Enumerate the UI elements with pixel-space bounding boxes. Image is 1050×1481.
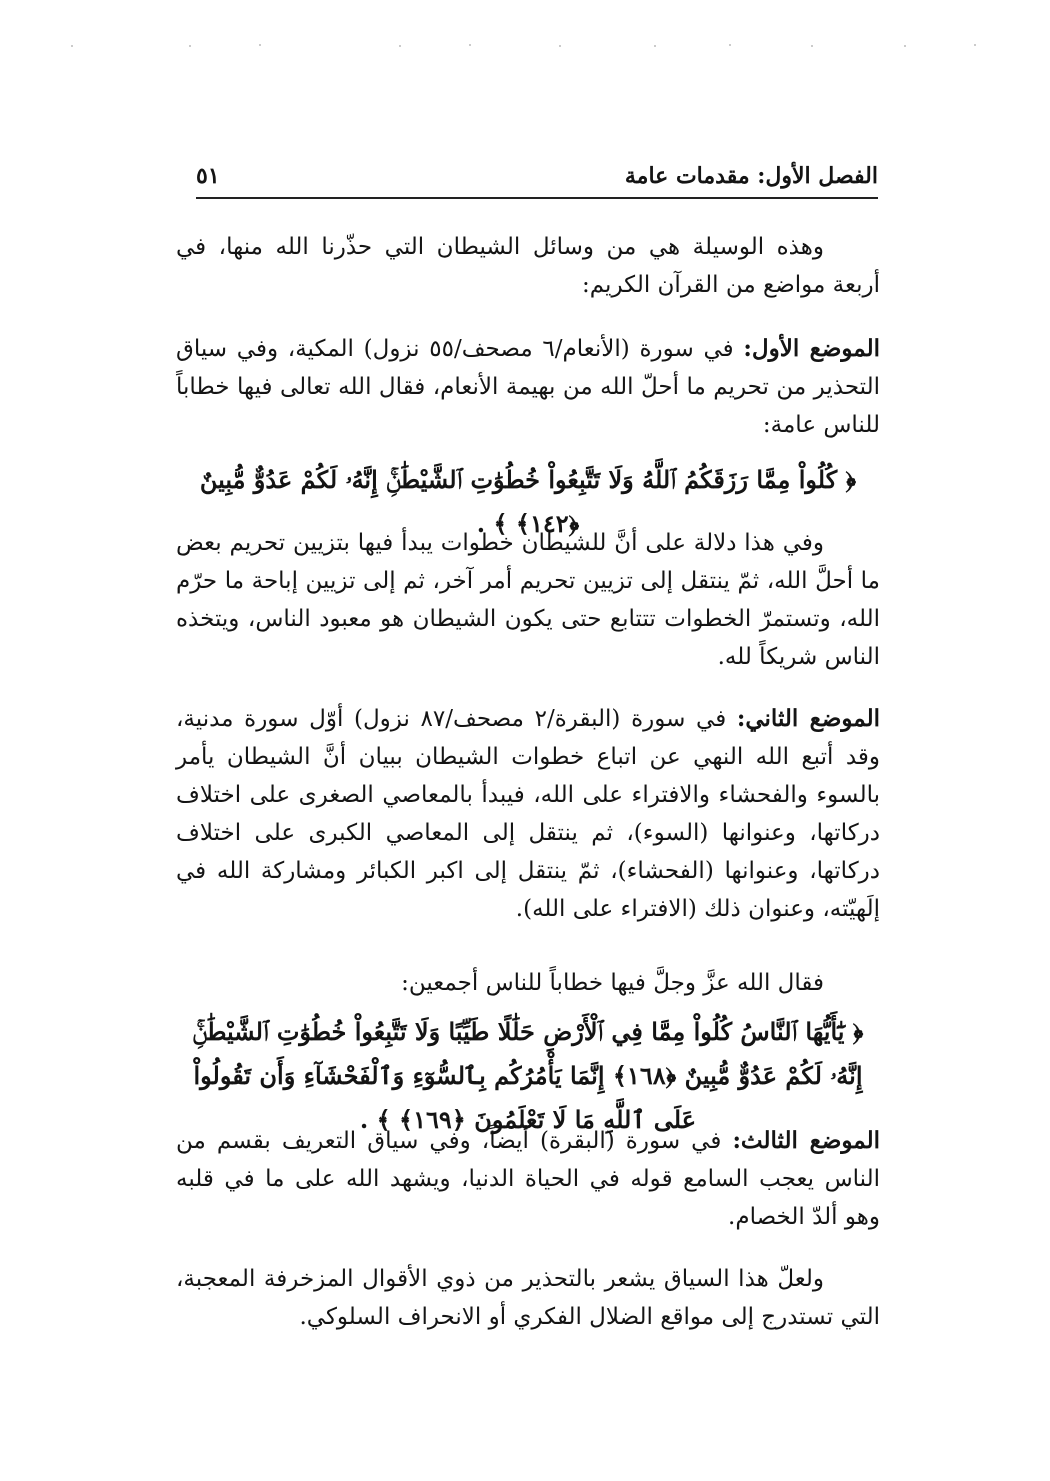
verse-baqara-text: ﴿ يَٰٓأَيُّهَا ٱلنَّاسُ كُلُواْ مِمَّا فِي ٱلْأَرْضِ حَلَٰلًا طَيِّبًا وَلَا تَتَّبِعُواْ خُطُوَٰتِ ٱلشَّيْطَٰنِۚ إِنَّهُۥ لَكُمْ عَدُوٌّ مُّبِينٌ ﴿١٦٨﴾ إِنَّمَا يَأْمُرُكُم بِٱلسُّوٓءِ وَٱلْفَحْشَآءِ وَأَن تَقُولُواْ عَلَى ٱللَّهِ مَا لَا تَعْلَمُونَ ﴿١٦٩﴾ ﴾ . [192,1017,864,1134]
page-number: ٥١ [196,163,220,189]
third-position-paragraph [176,1122,880,1236]
header-rule [196,197,878,199]
third-position-text: في سورة (البقرة) أيضاً، وفي سياق التعريف بقسم من الناس يعجب السامع قوله في الحياة الدنيا، ويشهد الله على ما في قلبه وهو ألدّ الخصام. [176,1128,880,1230]
first-position-text: في سورة (الأنعام/٦ مصحف/٥٥ نزول) المكية، وفي سياق التحذير من تحريم ما أحلّ الله من بهيمة الأنعام، فقال الله تعالى فيها خطاباً للناس عامة: [176,336,880,438]
second-position-text: في سورة (البقرة/٢ مصحف/٨٧ نزول) أوّل سورة مدنية، وقد أتبع الله النهي عن اتباع خطوات الشيطان ببيان أنَّ الشيطان يأمر بالسوء والفحشاء والافتراء على الله، فيبدأ بالمعاصي الصغرى على اختلاف دركاتها، وعنوانها (السوء)، ثم ينتقل إلى المعاصي الكبرى على اختلاف دركاتها، وعنوانها (الفحشاء)، ثمّ ينتقل إلى اكبر الكبائر ومشاركة الله في إلَهيّته، وعنوان ذلك (الافتراء على الله). [176,706,880,922]
intro-paragraph [176,228,880,304]
first-position-label: الموضع الأول: [743,335,880,362]
verse-anam-text: ﴿ كُلُواْ مِمَّا رَزَقَكُمُ ٱللَّهُ وَلَا تَتَّبِعُواْ خُطُوَٰتِ ٱلشَّيْطَٰنِۚ إِنَّهُۥ لَكُمْ عَدُوٌّ مُّبِينٌ ﴿١٤٢﴾ ﴾ . [199,465,857,538]
address-paragraph [176,964,880,1002]
closing-text: ولعلّ هذا السياق يشعر بالتحذير من ذوي الأقوال المزخرفة المعجبة، التي تستدرج إلى مواقع الضلال الفكري أو الانحراف السلوكي. [176,1266,880,1330]
third-position-label: الموضع الثالث: [732,1127,880,1154]
address-text: فقال الله عزَّ وجلَّ فيها خطاباً للناس أجمعين: [401,970,824,996]
chapter-title: الفصل الأول: مقدمات عامة [624,163,878,189]
second-position-label: الموضع الثاني: [736,705,880,732]
commentary-paragraph [176,524,880,676]
closing-paragraph [176,1260,880,1336]
running-header [196,158,878,194]
commentary-text: وفي هذا دلالة على أنَّ للشيطان خطوات يبدأ فيها بتزيين تحريم بعض ما أحلَّ الله، ثمّ ينتقل إلى تزيين تحريم أمر آخر، ثم إلى تزيين إباحة ما حرّم الله، وتستمرّ الخطوات تتتابع حتى يكون الشيطان هو معبود الناس، ويتخذه الناس شريكاً لله. [176,530,880,670]
second-position-paragraph [176,700,880,928]
first-position-paragraph [176,330,880,444]
intro-text: وهذه الوسيلة هي من وسائل الشيطان التي حذّرنا الله منها، في أربعة مواضع من القرآن الكريم: [176,234,880,298]
